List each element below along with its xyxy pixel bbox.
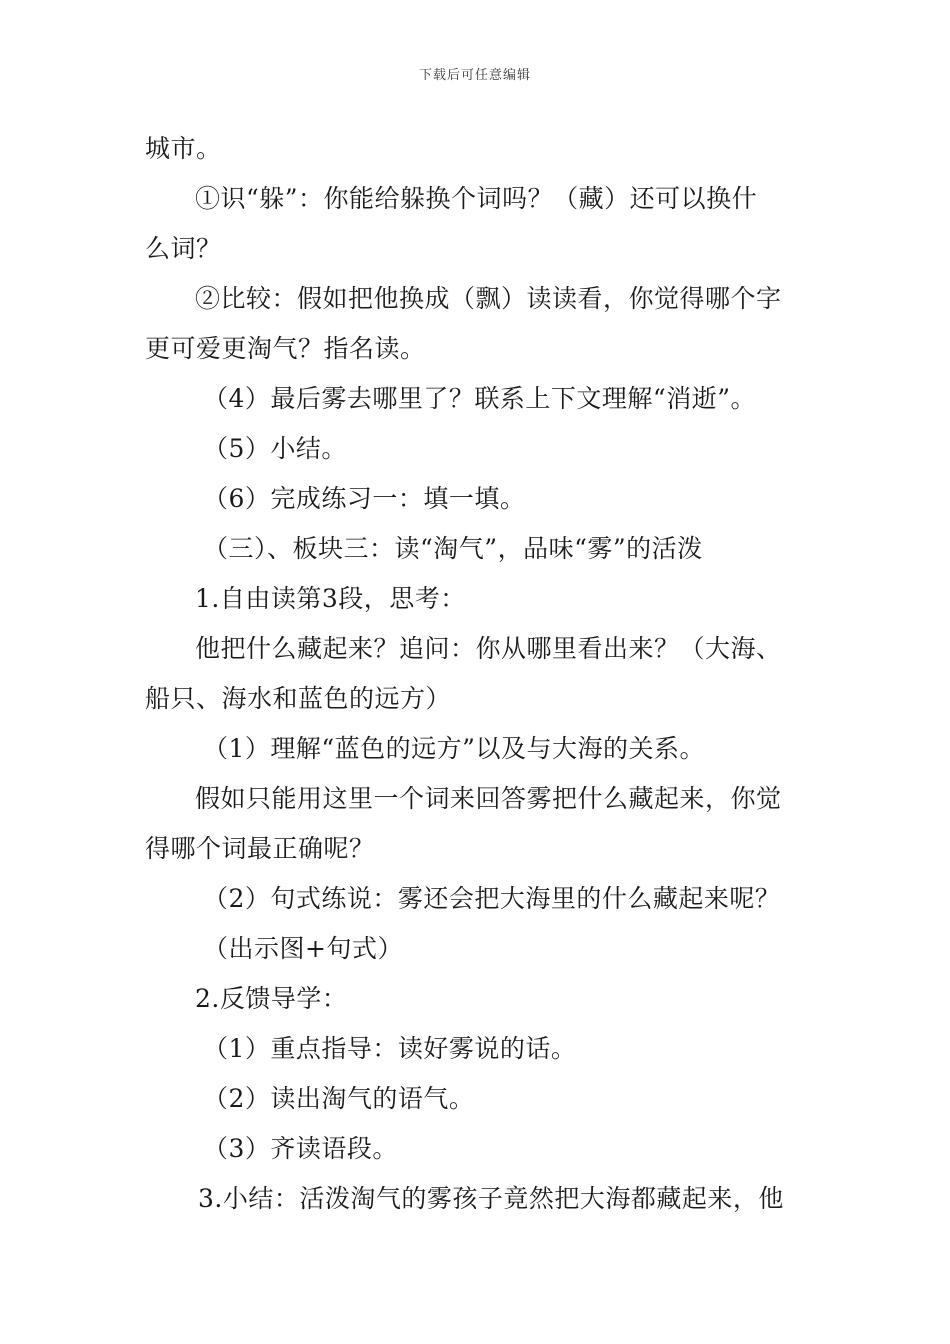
paragraph-line: （5）小结。 (203, 434, 347, 463)
paragraph-line: 么词？ (145, 234, 222, 263)
paragraph-line: ②比较：假如把他换成（飘）读读看，你觉得哪个字 (195, 284, 782, 313)
paragraph-line: 船只、海水和蓝色的远方） (145, 684, 452, 713)
paragraph-line: ①识“躲”：你能给躲换个词吗？（藏）还可以换什 (195, 184, 758, 213)
paragraph-line: 3.小结：活泼淘气的雾孩子竟然把大海都藏起来，他 (198, 1184, 784, 1213)
paragraph-line: （1）理解“蓝色的远方”以及与大海的关系。 (203, 734, 705, 763)
paragraph-line: 假如只能用这里一个词来回答雾把什么藏起来，你觉 (195, 784, 782, 813)
paragraph-line: 他把什么藏起来？追问：你从哪里看出来？（大海、 (195, 634, 782, 663)
paragraph-line: （2）读出淘气的语气。 (203, 1084, 475, 1113)
page-header: 下载后可任意编辑 (418, 68, 531, 83)
paragraph-line: （6）完成练习一：填一填。 (203, 484, 526, 513)
paragraph-line: （4）最后雾去哪里了？联系上下文理解“消逝”。 (203, 384, 756, 413)
document-body (145, 124, 810, 1224)
paragraph-line: （出示图+句式） (203, 934, 403, 963)
paragraph-line: 1.自由读第3段，思考： (195, 584, 466, 613)
paragraph-line: 2.反馈导学： (195, 984, 348, 1013)
paragraph-line: （2）句式练说：雾还会把大海里的什么藏起来呢？ (203, 884, 781, 913)
paragraph-line: （1）重点指导：读好雾说的话。 (203, 1034, 577, 1063)
paragraph-line: 城市。 (145, 134, 222, 163)
paragraph-line: 得哪个词最正确呢？ (145, 834, 375, 863)
paragraph-line: （3）齐读语段。 (203, 1134, 398, 1163)
section-heading: （三）、板块三：读“淘气”，品味“雾”的活泼 (203, 534, 703, 563)
paragraph-line: 更可爱更淘气？指名读。 (145, 334, 426, 363)
